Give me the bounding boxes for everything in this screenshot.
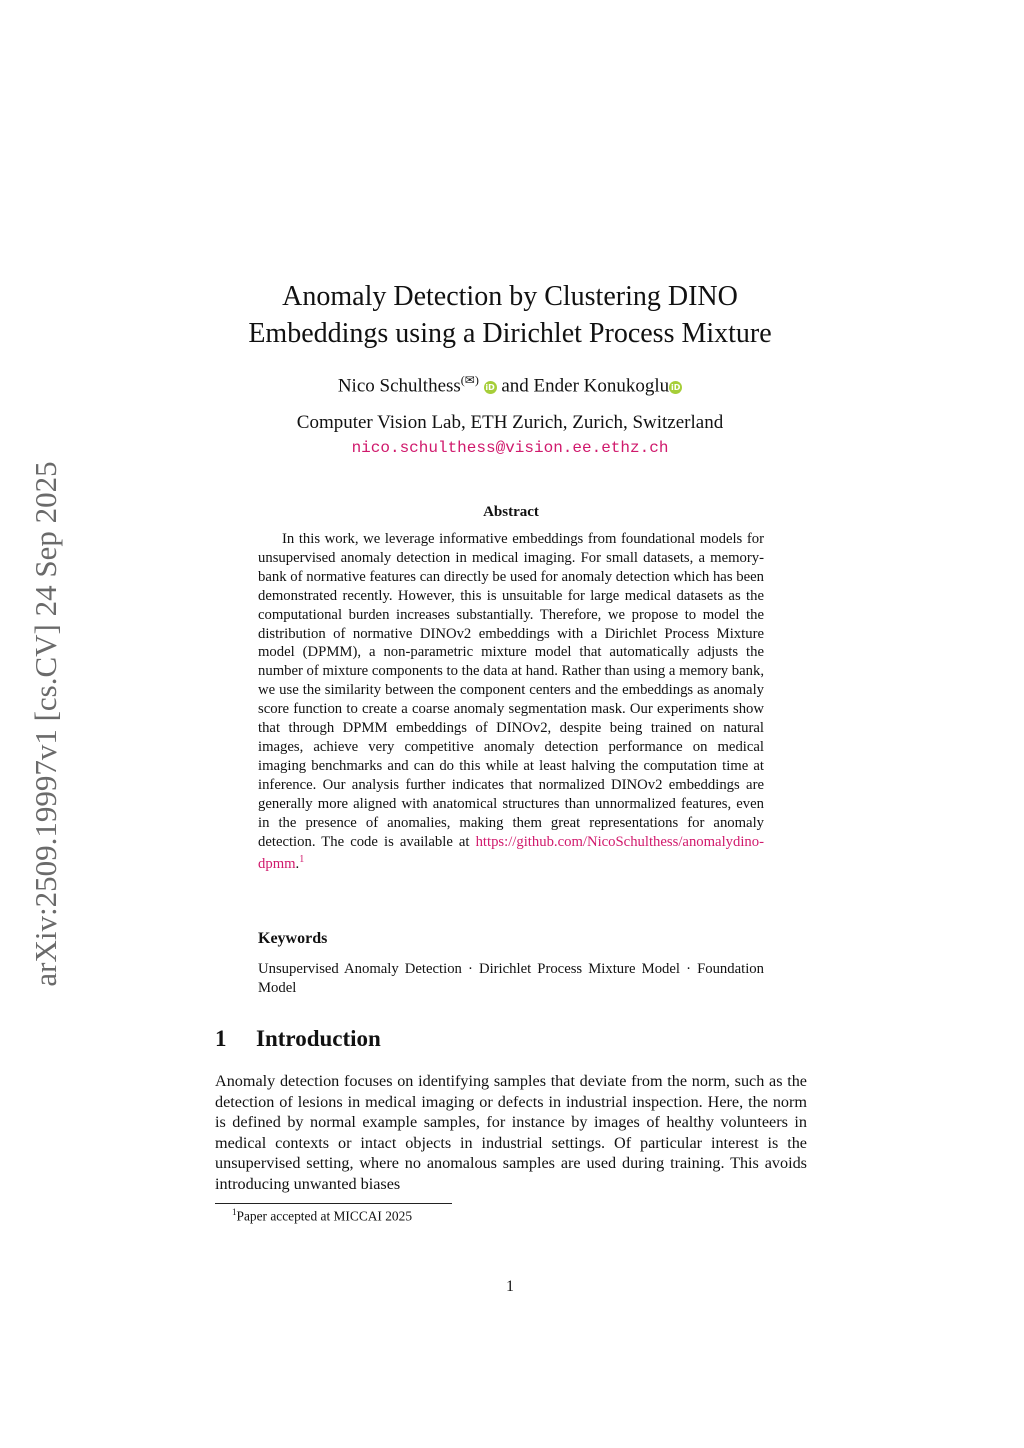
- affiliation: Computer Vision Lab, ETH Zurich, Zurich, Switzerland: [296, 412, 724, 433]
- abstract-text: In this work, we leverage informative embeddings from foundational models for unsupervised anomaly detection in medical imaging. For small datasets, a memory-bank of normative features can directly be used for anomaly detection which has been demonstrated recently. However, this is unsuitable for large medical datasets as the computational burden increases substantially. Therefore, we propose to model the distribution of normative DINOv2 embeddings with a Dirichlet Process Mixture model (DPMM), a non-parametric mixture model that automatically adjusts the number of mixture components to the data at hand. Rather than using a memory bank, we use the similarity between the component centers and the embeddings as anomaly score function to create a coarse anomaly segmentation mask. Our experiments show that through DPMM embeddings of DINOv2, despite being trained on natural images, achieve very competitive anomaly detection performance on medical imaging benchmarks and can do this while at least halving the computation time at inference. Our analysis further indicates that normalized DINOv2 embeddings are generally more aligned with anatomical structures than unnormalized features, even in the presence of anomalies, making them great representations for anomaly detection. The code is available at: [258, 531, 764, 850]
- paper-title: [150, 278, 870, 352]
- corresponding-author-mark: (✉): [460, 373, 479, 387]
- abstract-body: [258, 530, 764, 874]
- abstract-heading: Abstract: [483, 504, 539, 520]
- title-line-2: Embeddings using a Dirichlet Process Mixture: [248, 318, 772, 349]
- footnote-reference[interactable]: 1: [299, 854, 305, 866]
- footnote-mark: 1: [232, 1207, 237, 1217]
- author-2-name: Ender Konukoglu: [533, 375, 670, 397]
- section-title: Introduction: [256, 1026, 381, 1051]
- keywords-list: Unsupervised Anomaly Detection · Dirichlet Process Mixture Model · Foundation Model: [258, 961, 764, 996]
- abstract-period: .: [295, 856, 300, 873]
- author-conjunction: and: [501, 375, 529, 397]
- keywords-heading: Keywords: [258, 930, 328, 947]
- footnote-text: Paper accepted at MICCAI 2025: [236, 1208, 413, 1224]
- author-list: [150, 373, 870, 397]
- footnote-divider: [215, 1203, 452, 1204]
- footnote: [232, 1207, 412, 1224]
- section-number: 1: [215, 1026, 227, 1051]
- author-email-link[interactable]: nico.schulthess@vision.ee.ethz.ch: [351, 439, 669, 457]
- title-line-1: Anomaly Detection by Clustering DINO: [282, 281, 738, 312]
- arxiv-identifier-stamp: arXiv:2509.19997v1 [cs.CV] 24 Sep 2025: [28, 461, 63, 987]
- code-repository-link[interactable]: https://github.com/NicoSchulthess/anomalydino-dpmm: [258, 833, 764, 873]
- introduction-paragraph: Anomaly detection focuses on identifying samples that deviate from the norm, such as the detection of lesions in medical imaging or defects in industrial inspection. Here, the norm is defined by normal example samples, for instance by images of healthy volunteers in medical contexts or intact objects in industrial settings. Of particular interest is the unsupervised setting, where no anomalous samples are used during training. This avoids introducing unwanted biases: [215, 1072, 807, 1193]
- section-heading-introduction: [215, 1026, 381, 1052]
- orcid-icon[interactable]: iD: [485, 383, 495, 393]
- orcid-icon[interactable]: iD: [670, 383, 681, 393]
- page-number: 1: [506, 1278, 514, 1295]
- author-1-name: Nico Schulthess: [337, 375, 461, 397]
